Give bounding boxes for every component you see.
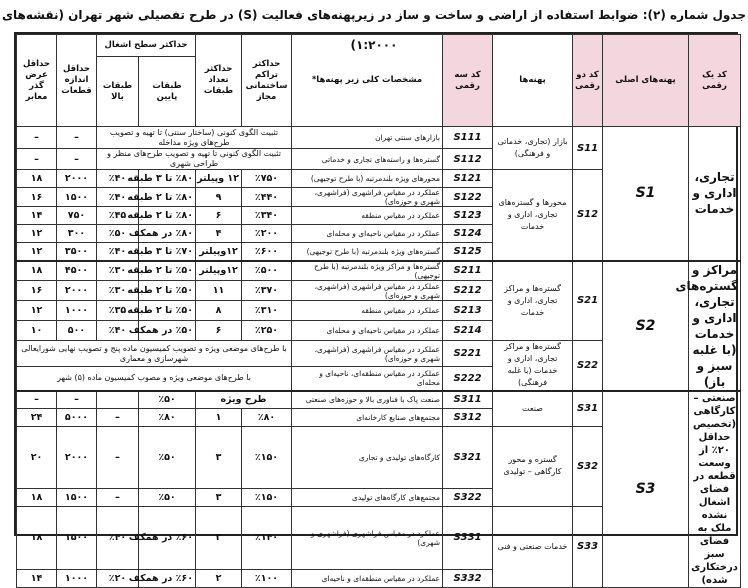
row-density: ٪۲۰۰ bbox=[242, 225, 292, 243]
row-lower: ٪۸۰ bbox=[139, 409, 196, 427]
row-spec: بازارهای سنتی تهران bbox=[292, 127, 443, 149]
row-area: ۱۵۰۰ bbox=[57, 188, 97, 207]
row-area: ۷۵۰ bbox=[57, 207, 97, 225]
row-width: ۱۲ bbox=[17, 225, 57, 243]
row-code: S212 bbox=[443, 281, 493, 301]
group-code: S1 bbox=[603, 127, 689, 261]
group-name: صنعتی – کارگاهی (تخصیص حداقل ۲۰٪ از وسعت قطعه در فضای اشغال نشده ملک به فضای سبز درختکاری شده) bbox=[689, 391, 741, 588]
zone-name: بازار (تجاری، خدماتی و فرهنگی) bbox=[493, 127, 573, 170]
row-lower: ٪۵۰ bbox=[139, 488, 196, 506]
header-min-area: حداقل اندازه قطعات bbox=[57, 35, 97, 127]
row-lower: ٪۵۰ تا ۲ طبقه bbox=[139, 281, 196, 301]
row-density: ٪۷۵۰ bbox=[242, 170, 292, 188]
row-lower: ٪۷۰ تا ۳ طبقه bbox=[139, 243, 196, 261]
row-code: S211 bbox=[443, 261, 493, 281]
row-floors: ۸ bbox=[196, 301, 242, 321]
row-density: ٪۸۰ bbox=[242, 409, 292, 427]
table-title: جدول شماره (۲): ضوابط استفاده از اراضی و ساخت و ساز در زیرپهنه‌های فعالیت (S) در طرح تفصیلی شهر تهران (نقشه‌های ۱:۲۰۰۰) bbox=[2, 8, 746, 52]
zone-name: محورها و گستره‌های تجاری، اداری و خدمات bbox=[493, 170, 573, 261]
header-lower-floors: طبقات پایین bbox=[139, 57, 196, 127]
row-spec: عملکرد در مقیاس فراشهری (فراشهری، شهری و حوزه‌ای) bbox=[292, 341, 443, 367]
row-spec: محورهای ویژه بلندمرتبه (با طرح توجیهی) bbox=[292, 170, 443, 188]
zone-name: گستره‌ها و مراکز تجاری، اداری و خدمات (با غلبه فرهنگی) bbox=[493, 341, 573, 391]
row-upper: ٪۳۰ bbox=[97, 281, 139, 301]
group-code: S2 bbox=[603, 261, 689, 391]
header-code1: کد یک رقمی bbox=[689, 35, 741, 127]
header-density: حداکثر تراکم ساختمانی مجاز bbox=[242, 35, 292, 127]
row-spec: عملکرد در مقیاس فراشهری (فراشهری و شهری) bbox=[292, 506, 443, 569]
row-area: – bbox=[57, 391, 97, 409]
row-code: S121 bbox=[443, 170, 493, 188]
header-main-zones: پهنه‌های اصلی bbox=[603, 35, 689, 127]
row-width: ۱۶ bbox=[17, 281, 57, 301]
row-floors: ۳ bbox=[196, 427, 242, 489]
regulations-table bbox=[14, 32, 739, 586]
header-zones: پهنه‌ها bbox=[493, 35, 573, 127]
row-spec: عملکرد در مقیاس ناحیه‌ای و محله‌ای bbox=[292, 321, 443, 341]
group-code: S3 bbox=[603, 391, 689, 588]
row-code: S112 bbox=[443, 149, 493, 170]
row-upper: ٪۳۰ bbox=[97, 261, 139, 281]
row-upper bbox=[97, 391, 139, 409]
row-floors: ۱۲ وپیلتر bbox=[196, 170, 242, 188]
row-width: ۱۲ bbox=[17, 243, 57, 261]
row-spec: مجتمع‌های کارگاه‌های تولیدی bbox=[292, 488, 443, 506]
row-area: ۱۰۰۰ bbox=[57, 569, 97, 587]
row-code: S214 bbox=[443, 321, 493, 341]
row-density: ٪۳۷۰ bbox=[242, 281, 292, 301]
row-code: S123 bbox=[443, 207, 493, 225]
merged-note: طرح ویژه bbox=[196, 391, 292, 409]
row-code: S222 bbox=[443, 367, 493, 391]
row-spec: گستره‌ها و راسته‌های تجاری و خدماتی bbox=[292, 149, 443, 170]
row-spec: گستره‌های ویژه بلندمرتبه (با طرح توجیهی) bbox=[292, 243, 443, 261]
row-area: – bbox=[57, 127, 97, 149]
row-density: ٪۳۱۰ bbox=[242, 301, 292, 321]
row-upper: ٪۴۰ bbox=[97, 188, 139, 207]
row-width: ۱۶ bbox=[17, 188, 57, 207]
row-code: S125 bbox=[443, 243, 493, 261]
merged-note: تثبیت الگوی کنونی تا تهیه و تصویب طرح‌های منظر و طراحی شهری bbox=[97, 149, 292, 170]
zone-code: S22 bbox=[573, 341, 603, 391]
row-upper: ٪۴۰ bbox=[97, 321, 139, 341]
zone-code: S21 bbox=[573, 261, 603, 341]
row-density: ٪۳۴۰ bbox=[242, 207, 292, 225]
row-width: ۱۸ bbox=[17, 170, 57, 188]
zone-name: گستره‌ها و مراکز تجاری، اداری و خدمات bbox=[493, 261, 573, 341]
row-spec: عملکرد در مقیاس فراشهری (فراشهری، شهری و حوزه‌ای) bbox=[292, 281, 443, 301]
row-density: ٪۵۰۰ bbox=[242, 261, 292, 281]
row-code: S213 bbox=[443, 301, 493, 321]
row-width: ۱۴ bbox=[17, 569, 57, 587]
row-code: S322 bbox=[443, 488, 493, 506]
row-density: ٪۲۵۰ bbox=[242, 321, 292, 341]
row-lower: ٪۸۰ تا ۲ طبقه bbox=[139, 188, 196, 207]
row-floors: ۱۲وپیلتر bbox=[196, 243, 242, 261]
row-upper: ٪۳۵ bbox=[97, 301, 139, 321]
row-floors: ۲ bbox=[196, 569, 242, 587]
header-upper-floors: طبقات بالا bbox=[97, 57, 139, 127]
merged-note: با طرح‌های موضعی ویژه و مصوب کمیسیون ماده (۵) شهر bbox=[17, 367, 292, 391]
zone-code: S11 bbox=[573, 127, 603, 170]
row-area: – bbox=[57, 149, 97, 170]
row-spec: صنعت پاک با فناوری بالا و حوزه‌های صنعتی bbox=[292, 391, 443, 409]
row-upper: ٪۴۰ bbox=[97, 506, 139, 569]
row-area: ۲۰۰۰ bbox=[57, 170, 97, 188]
row-lower: ٪۸۰ تا ۲ طبقه bbox=[139, 207, 196, 225]
row-area: ۵۰۰ bbox=[57, 321, 97, 341]
row-width: ۱۲ bbox=[17, 301, 57, 321]
zone-name: صنعت bbox=[493, 391, 573, 427]
header-code2: کد دو رقمی bbox=[573, 35, 603, 127]
row-area: ۱۰۰۰ bbox=[57, 301, 97, 321]
row-upper: ٪۴۵ bbox=[97, 207, 139, 225]
row-width: ۱۰ bbox=[17, 321, 57, 341]
row-floors: ۳ bbox=[196, 488, 242, 506]
row-spec: مجتمع‌های صنایع کارخانه‌ای bbox=[292, 409, 443, 427]
zone-code: S33 bbox=[573, 506, 603, 587]
row-spec: عملکرد در مقیاس فراشهری (فراشهری، شهری و حوزه‌ای) bbox=[292, 188, 443, 207]
group-name: تجاری، اداری و خدمات bbox=[689, 127, 741, 261]
row-lower: ٪۵۰ تا ۲ طبقه bbox=[139, 261, 196, 281]
row-density: ٪۱۵۰ bbox=[242, 427, 292, 489]
row-lower: ٪۵۰ در همکف bbox=[139, 321, 196, 341]
row-width: ۱۸ bbox=[17, 506, 57, 569]
header-floors: حداکثر تعداد طبقات bbox=[196, 35, 242, 127]
row-lower: ٪۶۰ در همکف bbox=[139, 569, 196, 587]
row-density: ٪۴۴۰ bbox=[242, 188, 292, 207]
row-floors: ۳ bbox=[196, 506, 242, 569]
row-width: ۱۸ bbox=[17, 488, 57, 506]
row-floors: ۱ bbox=[196, 409, 242, 427]
row-density: ٪۱۴۰ bbox=[242, 506, 292, 569]
row-width: ۱۸ bbox=[17, 261, 57, 281]
header-spec: مشخصات کلی زیر پهنه‌ها* bbox=[292, 35, 443, 127]
row-floors: ۱۱ bbox=[196, 281, 242, 301]
row-spec: گستره‌ها و مراکز ویژه بلندمرتبه (با طرح توجیهی) bbox=[292, 261, 443, 281]
row-area: ۳۰۰ bbox=[57, 225, 97, 243]
row-upper: – bbox=[97, 427, 139, 489]
row-code: S332 bbox=[443, 569, 493, 587]
row-upper: ٪۴۰ bbox=[97, 170, 139, 188]
row-spec: عملکرد در مقیاس منطقه bbox=[292, 301, 443, 321]
row-code: S321 bbox=[443, 427, 493, 489]
row-code: S331 bbox=[443, 506, 493, 569]
header-coverage: حداکثر سطح اشغال bbox=[97, 35, 196, 57]
zone-name: گستره و محور کارگاهی – تولیدی bbox=[493, 427, 573, 507]
row-area: ۵۰۰۰ bbox=[57, 409, 97, 427]
row-upper: – bbox=[97, 409, 139, 427]
row-code: S312 bbox=[443, 409, 493, 427]
row-lower: ٪۸۰ در همکف bbox=[139, 225, 196, 243]
row-width: – bbox=[17, 391, 57, 409]
merged-note: تثبیت الگوی کنونی (ساختار سنتی) تا تهیه و تصویب طرح‌های ویژه مداخله bbox=[97, 127, 292, 149]
row-code: S124 bbox=[443, 225, 493, 243]
row-upper: ٪۲۰ bbox=[97, 569, 139, 587]
row-area: ۴۵۰۰ bbox=[57, 261, 97, 281]
row-spec: عملکرد در مقیاس ناحیه‌ای و محله‌ای bbox=[292, 225, 443, 243]
zone-name: خدمات صنعتی و فنی bbox=[493, 506, 573, 587]
row-spec: عملکرد در مقیاس منطقه‌ای، ناحیه‌ای و محله‌ای bbox=[292, 367, 443, 391]
row-density: ٪۱۵۰ bbox=[242, 488, 292, 506]
row-code: S122 bbox=[443, 188, 493, 207]
row-area: ۱۵۰۰ bbox=[57, 506, 97, 569]
row-floors: ۴ bbox=[196, 225, 242, 243]
row-floors: ۹ bbox=[196, 188, 242, 207]
row-width: – bbox=[17, 127, 57, 149]
row-floors: ۶ bbox=[196, 321, 242, 341]
row-lower: ٪۵۰ bbox=[139, 391, 196, 409]
row-lower: ٪۸۰ تا ۳ طبقه bbox=[139, 170, 196, 188]
row-spec: کارگاه‌های تولیدی و تجاری bbox=[292, 427, 443, 489]
row-floors: ۶ bbox=[196, 207, 242, 225]
row-width: ۲۰ bbox=[17, 427, 57, 489]
row-lower: ٪۵۰ تا ۲ طبقه bbox=[139, 301, 196, 321]
row-code: S111 bbox=[443, 127, 493, 149]
row-lower: ٪۵۰ bbox=[139, 427, 196, 489]
row-floors: ۱۲وپیلتر bbox=[196, 261, 242, 281]
header-min-width: حداقل عرض گذر معابر bbox=[17, 35, 57, 127]
row-upper: ٪۴۰ bbox=[97, 243, 139, 261]
row-area: ۲۰۰۰ bbox=[57, 281, 97, 301]
row-code: S311 bbox=[443, 391, 493, 409]
row-area: ۳۵۰۰ bbox=[57, 243, 97, 261]
merged-note: با طرح‌های موضعی ویژه و تصویب کمیسیون ماده پنج و تصویب نهایی شورایعالی شهرسازی و معماری bbox=[17, 341, 292, 367]
row-code: S221 bbox=[443, 341, 493, 367]
row-width: – bbox=[17, 149, 57, 170]
row-upper: ٪۵۰ bbox=[97, 225, 139, 243]
row-spec: عملکرد در مقیاس منطقه bbox=[292, 207, 443, 225]
row-density: ٪۱۰۰ bbox=[242, 569, 292, 587]
row-lower: ٪۶۰ در همکف bbox=[139, 506, 196, 569]
zone-code: S12 bbox=[573, 170, 603, 261]
row-width: ۱۴ bbox=[17, 207, 57, 225]
zone-code: S32 bbox=[573, 427, 603, 507]
zone-code: S31 bbox=[573, 391, 603, 427]
group-name: مراکز و گستره‌های تجاری، اداری و خدمات (با غلبه سبز و باز) bbox=[689, 261, 741, 391]
row-area: ۲۰۰۰ bbox=[57, 427, 97, 489]
row-density: ٪۶۰۰ bbox=[242, 243, 292, 261]
row-area: ۱۵۰۰ bbox=[57, 488, 97, 506]
header-code3: کد سه رقمی bbox=[443, 35, 493, 127]
row-upper: – bbox=[97, 488, 139, 506]
row-width: ۲۴ bbox=[17, 409, 57, 427]
row-spec: عملکرد در مقیاس منطقه‌ای و ناحیه‌ای bbox=[292, 569, 443, 587]
